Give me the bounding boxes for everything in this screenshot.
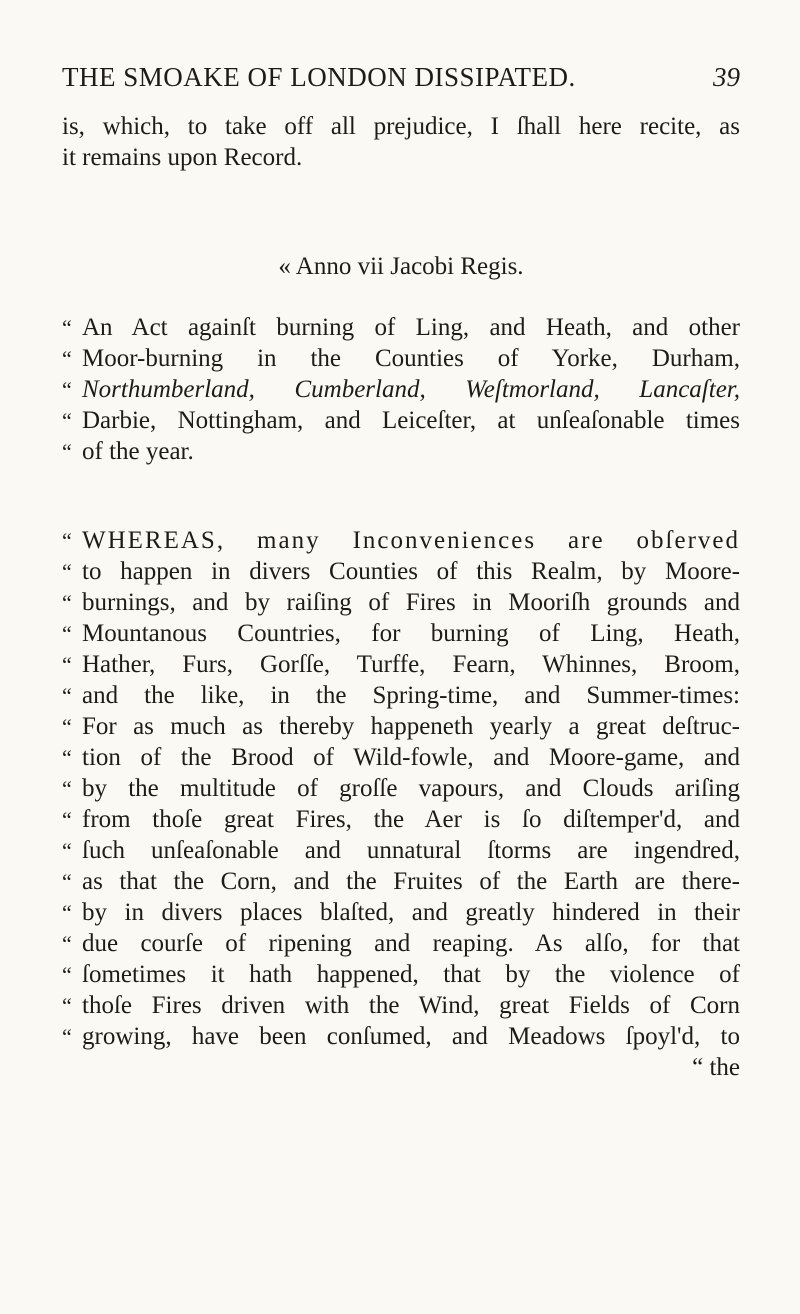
whereas-line: “ Mountanous Countries, for burning of Ling, Heath, [62, 620, 740, 647]
whereas-line: “ and the like, in the Spring-time, and Summer-times: [62, 682, 740, 709]
whereas-line: “ from thoſe great Fires, the Aer is ſo diſtemper'd, and [62, 806, 740, 833]
whereas-line: “ Hather, Furs, Gorſſe, Turffe, Fearn, Whinnes, Broom, [62, 651, 740, 678]
whereas-line: “ ſuch unſeaſonable and unnatural ſtorms are ingendred, [62, 837, 740, 864]
whereas-line: “ due courſe of ripening and reaping. As alſo, for that [62, 930, 740, 957]
act-title-line: “ of the year. [62, 438, 194, 465]
whereas-line: “ by in divers places blaſted, and greatly hindered in their [62, 899, 740, 926]
whereas-line: “ For as much as thereby happeneth yearly a great deſtruc- [62, 713, 740, 740]
whereas-line: “ ſometimes it hath happened, that by the violence of [62, 961, 740, 988]
intro-line: is, which, to take off all prejudice, I ſhall here recite, as [62, 113, 740, 140]
whereas-line: “ by the multitude of groſſe vapours, and Clouds ariſing [62, 775, 740, 802]
whereas-line: “ WHEREAS, many Inconveniences are obſerved [62, 527, 740, 554]
whereas-line: “ to happen in divers Counties of this Realm, by Moore- [62, 558, 740, 585]
whereas-line: “ tion of the Brood of Wild-fowle, and Moore-game, and [62, 744, 740, 771]
whereas-line: “ burnings, and by raiſing of Fires in Mooriſh grounds and [62, 589, 740, 616]
whereas-line: “ growing, have been conſumed, and Meadows ſpoyl'd, to [62, 1023, 740, 1050]
catchword: “ the [692, 1054, 740, 1081]
whereas-line: “ thoſe Fires driven with the Wind, great Fields of Corn [62, 992, 740, 1019]
whereas-line: “ as that the Corn, and the Fruites of the Earth are there- [62, 868, 740, 895]
page-number: 39 [713, 62, 740, 92]
intro-line: it remains upon Record. [62, 144, 303, 171]
act-title-line: “ Darbie, Nottingham, and Leiceſter, at unſeaſonable times [62, 407, 740, 434]
statute-heading: « Anno vii Jacobi Regis. [278, 253, 524, 280]
running-title: THE SMOAKE OF LONDON DISSIPATED. [62, 62, 576, 92]
act-title-line: “ Northumberland, Cumberland, Weſtmorland, Lancaſter, [62, 376, 740, 403]
act-title-line: “ An Act againſt burning of Ling, and Heath, and other [62, 314, 740, 341]
act-title-line: “ Moor-burning in the Counties of Yorke, Durham, [62, 345, 740, 372]
page-header [62, 62, 740, 93]
